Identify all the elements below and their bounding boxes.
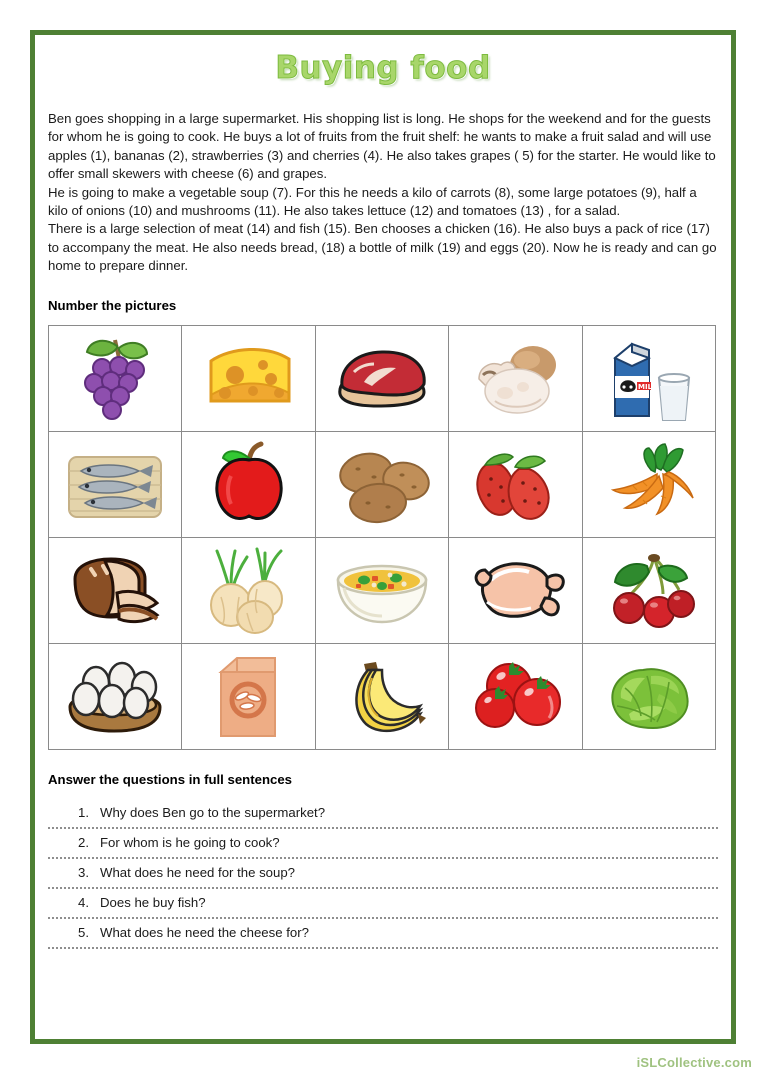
picture-grid-row (49, 643, 716, 749)
picture-cell-cheese[interactable] (182, 325, 315, 431)
chicken-icon (449, 538, 581, 643)
strawberries-icon (449, 432, 581, 537)
picture-cell-rice[interactable] (182, 643, 315, 749)
bread-icon (49, 538, 181, 643)
reading-passage (48, 110, 718, 276)
question-number: 2. (78, 834, 89, 850)
worksheet-content (48, 38, 718, 1038)
picture-cell-potatoes[interactable] (315, 431, 448, 537)
picture-grid-row (49, 431, 716, 537)
question-item (48, 799, 718, 827)
question-number: 4. (78, 894, 89, 910)
tomatoes-icon (449, 644, 581, 749)
picture-cell-tomatoes[interactable] (449, 643, 582, 749)
cherries-icon (583, 538, 715, 643)
svg-text:MILK: MILK (637, 383, 658, 392)
question-text: Does he buy fish? (100, 894, 206, 910)
picture-grid (48, 325, 716, 750)
picture-cell-grapes[interactable] (49, 325, 182, 431)
question-item (48, 889, 718, 917)
passage-paragraph-2: He is going to make a vegetable soup (7). For this he needs a kilo of carrots (8), some large potatoes (9), half a kilo of onions (10) and mushrooms (11). He also takes lettuce (12) and tomatoes (13) , for a salad. (48, 184, 697, 219)
picture-cell-carrots[interactable] (582, 431, 715, 537)
passage-paragraph-3: There is a large selection of meat (14) and fish (15). Ben chooses a chicken (16). He also buys a pack of rice (17) to accompany the meat. He also needs bread, (18) a bottle of milk (19) and eggs (20). Now he is ready and can go home to prepare dinner. (48, 221, 717, 274)
picture-cell-lettuce[interactable] (582, 643, 715, 749)
picture-cell-chicken[interactable] (449, 537, 582, 643)
onions-icon (182, 538, 314, 643)
question-text: What does he need the cheese for? (100, 924, 309, 940)
picture-cell-soup[interactable] (315, 537, 448, 643)
page-title: Buying food (275, 50, 491, 86)
picture-cell-apple[interactable] (182, 431, 315, 537)
picture-grid-row (49, 537, 716, 643)
question-item (48, 829, 718, 857)
potatoes-icon (316, 432, 448, 537)
picture-cell-milk[interactable] (582, 325, 715, 431)
fish-icon (49, 432, 181, 537)
rice-icon (182, 644, 314, 749)
grapes-icon (49, 326, 181, 431)
cheese-icon (182, 326, 314, 431)
picture-grid-row (49, 325, 716, 431)
question-text: Why does Ben go to the supermarket? (100, 804, 326, 820)
picture-cell-eggs[interactable] (49, 643, 182, 749)
carrots-icon (583, 432, 715, 537)
watermark: iSLCollective.com (636, 1055, 752, 1070)
question-number: 1. (78, 804, 89, 820)
question-item (48, 919, 718, 947)
mushrooms-icon (449, 326, 581, 431)
question-list (48, 799, 718, 949)
eggs-icon (49, 644, 181, 749)
lettuce-icon (583, 644, 715, 749)
soup-icon (316, 538, 448, 643)
answer-line[interactable] (48, 947, 718, 949)
meat-icon (316, 326, 448, 431)
milk-icon (583, 326, 715, 431)
picture-cell-cherries[interactable] (582, 537, 715, 643)
exercise2-heading: Answer the questions in full sentences (48, 771, 293, 787)
bananas-icon (316, 644, 448, 749)
picture-cell-onions[interactable] (182, 537, 315, 643)
passage-paragraph-1: Ben goes shopping in a large supermarket. His shopping list is long. He shops for the weekend and for the guests for whom he is going to cook. He buys a lot of fruits from the fruit shelf: he wants to make a fruit salad and will use apples (1), bananas (2), strawberries (3) and cherries (4). He also takes grapes ( 5) for the starter. He would like to offer small skewers with cheese (6) and grapes. (48, 111, 716, 182)
question-item (48, 859, 718, 887)
picture-cell-strawberries[interactable] (449, 431, 582, 537)
apple-icon (182, 432, 314, 537)
exercise1-heading: Number the pictures (48, 297, 177, 313)
question-text: For whom is he going to cook? (100, 834, 280, 850)
picture-cell-fish[interactable] (49, 431, 182, 537)
picture-cell-bananas[interactable] (315, 643, 448, 749)
question-number: 3. (78, 864, 89, 880)
question-text: What does he need for the soup? (100, 864, 296, 880)
picture-cell-bread[interactable] (49, 537, 182, 643)
picture-cell-mushrooms[interactable] (449, 325, 582, 431)
picture-cell-meat[interactable] (315, 325, 448, 431)
question-number: 5. (78, 924, 89, 940)
